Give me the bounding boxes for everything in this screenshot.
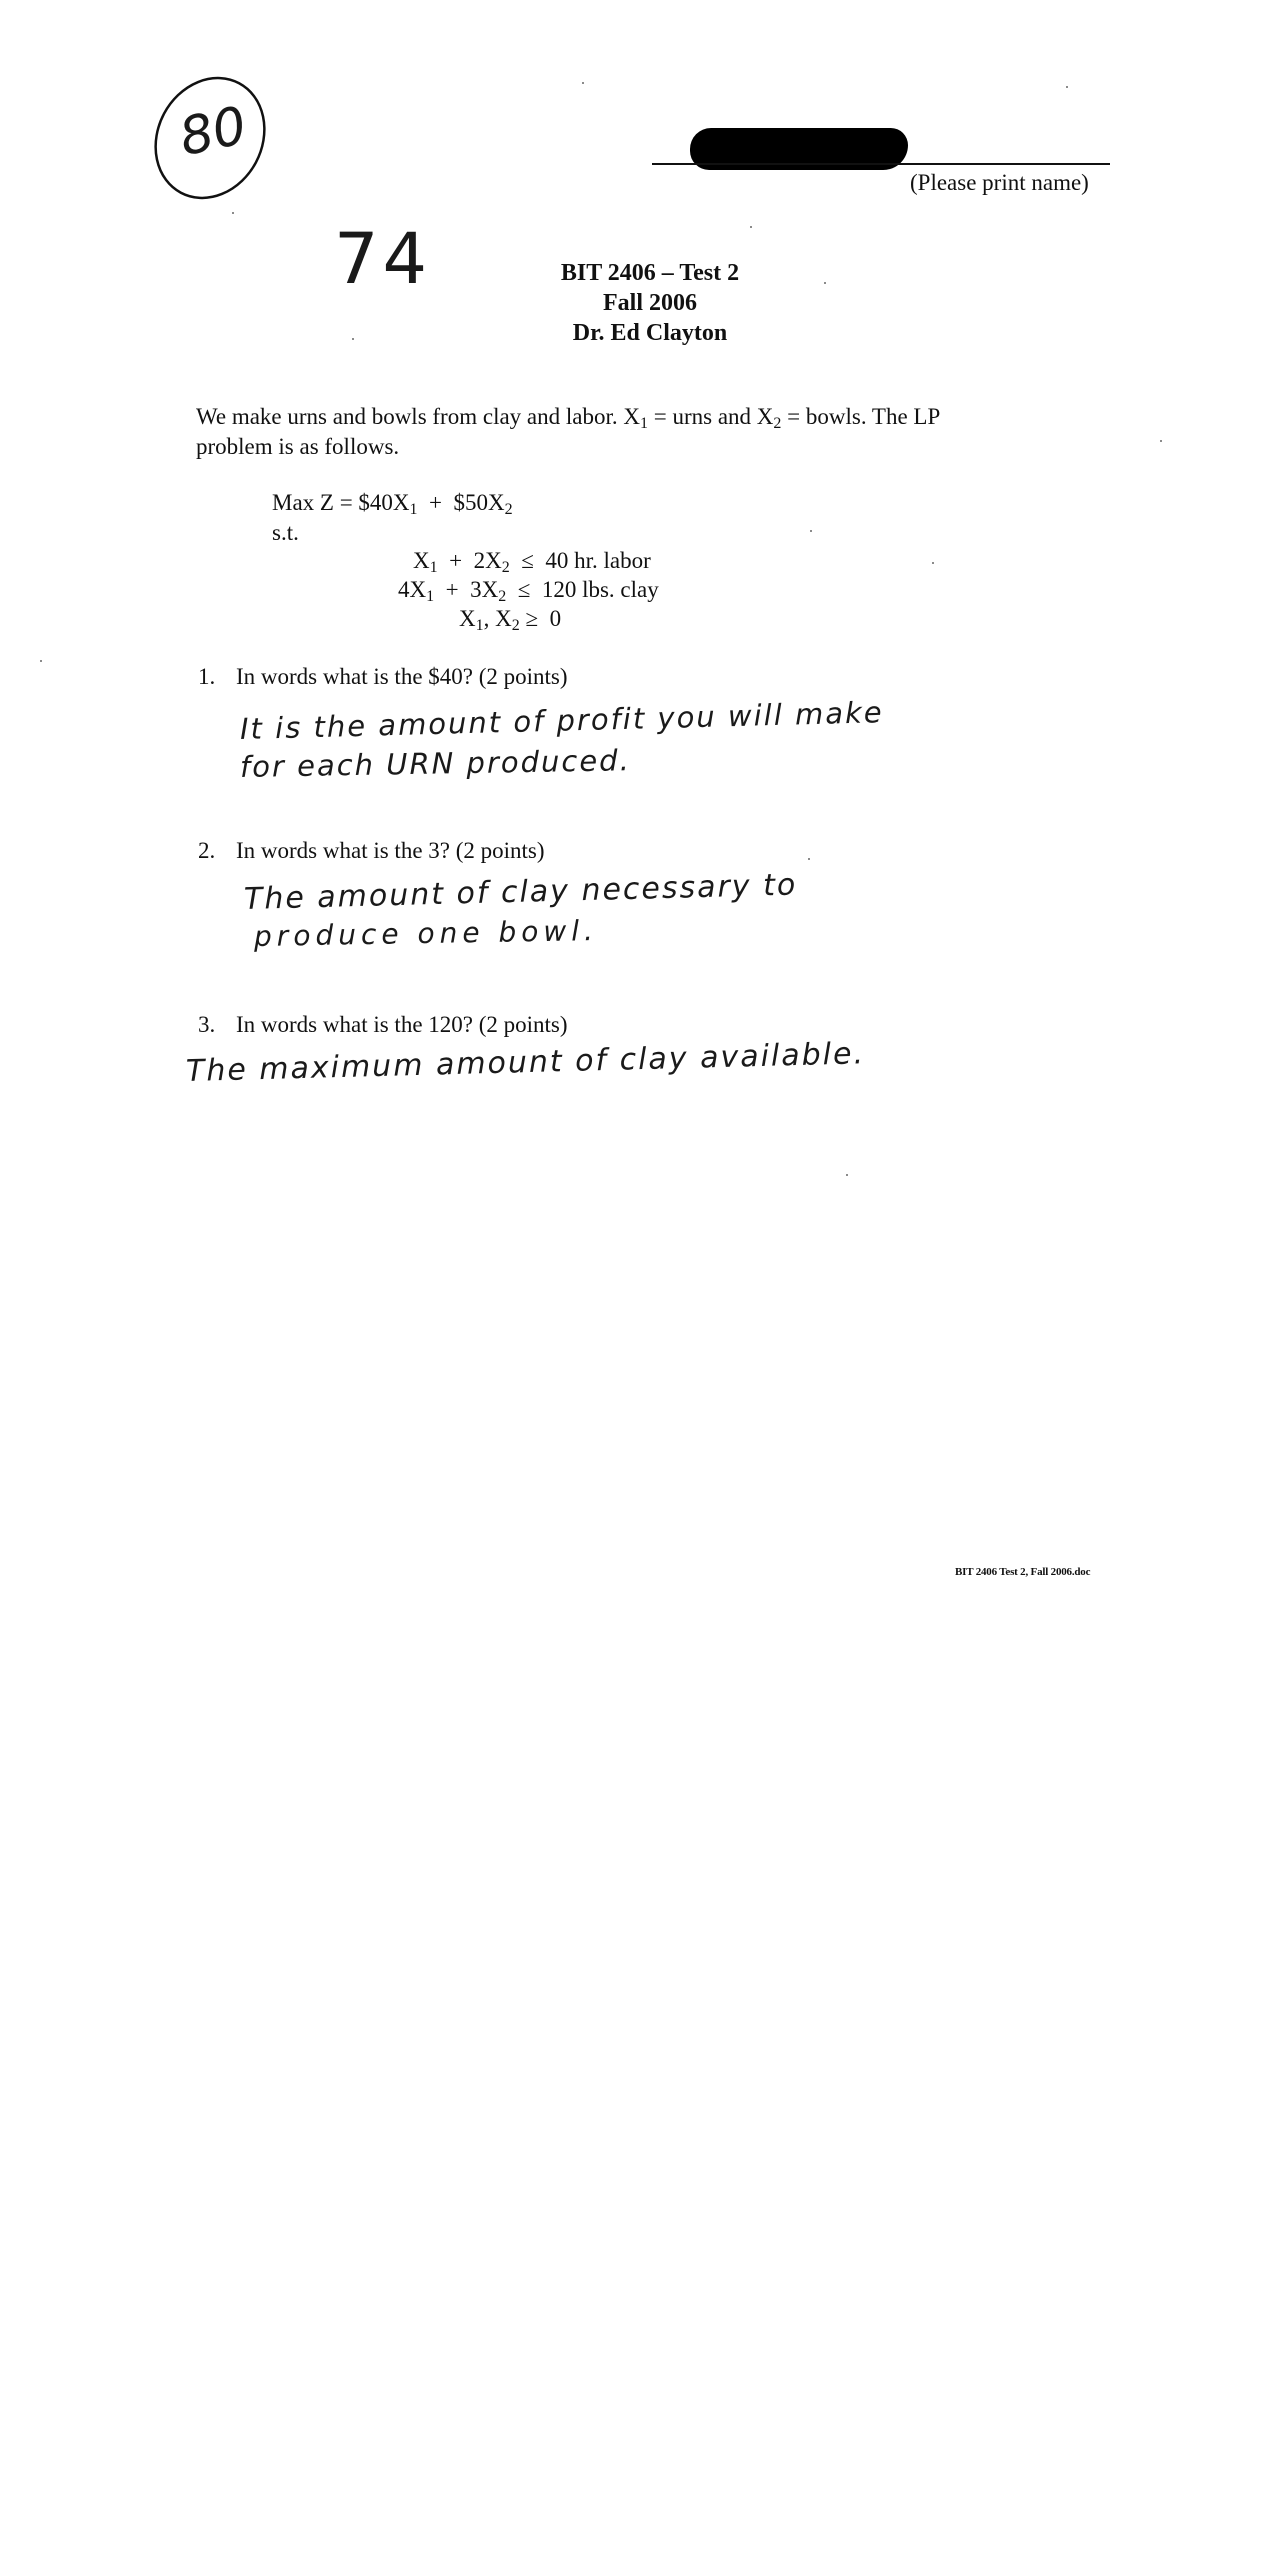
intro-line-1: We make urns and bowls from clay and labor. $X_1$ = urns and $X_2$ = bowls. The LP: [196, 404, 941, 432]
scan-speck: [352, 338, 354, 340]
scan-speck: [808, 858, 810, 860]
answer-1-line-2: for each URN produced.: [239, 743, 632, 784]
scan-speck: [582, 82, 584, 84]
name-label: (Please print name): [910, 170, 1089, 195]
scan-speck: [1066, 86, 1068, 88]
question-3-text: In words what is the 120? (2 points): [236, 1012, 568, 1037]
question-2-text: In words what is the 3? (2 points): [236, 838, 545, 863]
answer-3-line-1: The maximum amount of clay available.: [185, 1036, 866, 1089]
footer-filename: BIT 2406 Test 2, Fall 2006.doc: [955, 1566, 1091, 1578]
grade-score: 74: [334, 218, 432, 300]
grade-circle-text: 80: [174, 95, 252, 169]
grade-circle: [140, 60, 280, 210]
scan-speck: [932, 562, 934, 564]
scan-speck: [232, 212, 234, 214]
scan-speck: [810, 530, 812, 532]
intro-paragraph: [196, 402, 940, 462]
question-2-number: 2.: [198, 838, 216, 863]
answer-2-line-2: produce one bowl.: [253, 913, 599, 953]
lp-constraint-clay: $4X_1 + 3X_2 \le 120$ lbs. clay: [398, 577, 659, 605]
lp-constraint-labor: $X_1 + 2X_2 \le 40$ hr. labor: [413, 548, 651, 576]
scan-speck: [846, 1174, 848, 1176]
name-underline: [652, 163, 1110, 165]
header: [460, 258, 840, 348]
intro-line-2: problem is as follows.: [196, 434, 400, 459]
header-course-test: BIT 2406 – Test 2: [560, 260, 740, 286]
scan-speck: [1160, 440, 1162, 442]
lp-subject-to: s.t.: [272, 520, 299, 545]
question-1-text: In words what is the $40? (2 points): [236, 664, 568, 689]
answer-2-line-1: The amount of clay necessary to: [243, 867, 798, 917]
lp-nonnegativity: $X_1$, $X_2 \ge 0$: [459, 606, 562, 634]
header-instructor: Dr. Ed Clayton: [572, 320, 728, 346]
question-1-number: 1.: [198, 664, 216, 689]
question-3-number: 3.: [198, 1012, 216, 1037]
scan-speck: [824, 282, 826, 284]
scan-speck: [40, 660, 42, 662]
header-term: Fall 2006: [603, 290, 697, 316]
answer-1-line-1: It is the amount of profit you will make: [239, 695, 885, 746]
scan-speck: [750, 226, 752, 228]
lp-objective: Max $Z = \$40X_1$ + $\$50X_2$: [272, 490, 513, 518]
